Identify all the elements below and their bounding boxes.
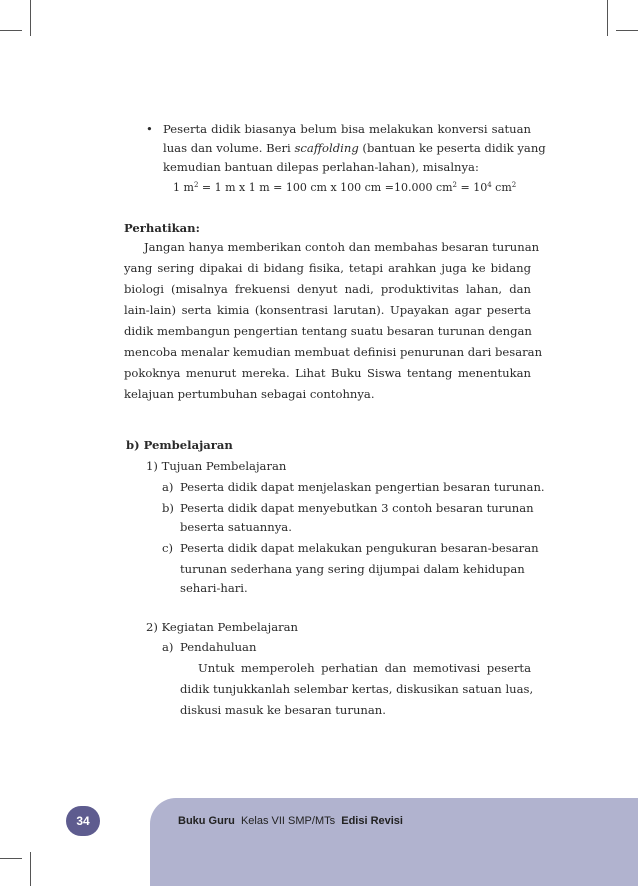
emphasis-scaffolding: scaffolding bbox=[294, 141, 359, 155]
footer-title: Buku Guru Kelas VII SMP/MTs Edisi Revisi bbox=[178, 815, 403, 827]
paragraph-line: lain-lain) serta kimia (konsentrasi larutan). Upayakan agar peserta bbox=[124, 303, 531, 317]
list-item: Peserta didik dapat menjelaskan pengertian besaran turunan. bbox=[180, 480, 545, 494]
tujuan-heading: 1) Tujuan Pembelajaran bbox=[146, 459, 287, 473]
formula: 1 $m^2 = 1$ m x 1 m = 100 cm x 100 cm =10.000 $cm^2 = 10^4$ $cm^2$ bbox=[173, 181, 517, 194]
list-label: a) bbox=[162, 640, 174, 654]
page-number: 34 bbox=[66, 806, 100, 836]
crop-mark bbox=[607, 0, 608, 36]
paragraph-line: kelajuan pertumbuhan sebagai contohnya. bbox=[124, 387, 375, 401]
bullet-line: luas dan volume. Beri scaffolding (bantuan ke peserta didik yang bbox=[163, 141, 546, 155]
list-item: Peserta didik dapat menyebutkan 3 contoh besaran turunan bbox=[180, 501, 534, 515]
crop-mark bbox=[616, 30, 638, 31]
crop-mark bbox=[0, 30, 22, 31]
list-item: sehari-hari. bbox=[180, 581, 248, 595]
crop-mark bbox=[30, 0, 31, 36]
paragraph-line: didik tunjukkanlah selembar kertas, diskusikan satuan luas, bbox=[180, 682, 534, 696]
list-item: Peserta didik dapat melakukan pengukuran besaran-besaran bbox=[180, 541, 539, 555]
paragraph-line: pokoknya menurut mereka. Lihat Buku Siswa tentang menentukan bbox=[124, 366, 531, 380]
paragraph-line: mencoba menalar kemudian membuat definisi penurunan dari besaran bbox=[124, 345, 543, 359]
list-label: a) bbox=[162, 480, 174, 494]
list-label: b) bbox=[162, 501, 174, 515]
paragraph-line: Untuk memperoleh perhatian dan memotivasi peserta bbox=[198, 661, 531, 675]
bullet-line: kemudian bantuan dilepas perlahan-lahan), misalnya: bbox=[163, 160, 479, 174]
paragraph-line: diskusi masuk ke besaran turunan. bbox=[180, 703, 386, 717]
paragraph-line: didik membangun pengertian tentang suatu besaran turunan dengan bbox=[124, 324, 532, 338]
pembelajaran-heading: b) Pembelajaran bbox=[126, 438, 233, 452]
footer-band bbox=[150, 798, 638, 886]
crop-mark bbox=[0, 858, 22, 859]
crop-mark bbox=[30, 852, 31, 886]
list-item: turunan sederhana yang sering dijumpai dalam kehidupan bbox=[180, 562, 525, 576]
list-item: Pendahuluan bbox=[180, 640, 257, 654]
paragraph-line: Jangan hanya memberikan contoh dan membahas besaran turunan bbox=[144, 240, 540, 254]
list-item: beserta satuannya. bbox=[180, 520, 292, 534]
bullet-line: Peserta didik biasanya belum bisa melakukan konversi satuan bbox=[163, 122, 531, 136]
bullet-icon: • bbox=[146, 122, 153, 136]
kegiatan-heading: 2) Kegiatan Pembelajaran bbox=[146, 620, 299, 634]
perhatikan-heading: Perhatikan: bbox=[124, 221, 200, 235]
paragraph-line: biologi (misalnya frekuensi denyut nadi, produktivitas lahan, dan bbox=[124, 282, 531, 296]
paragraph-line: yang sering dipakai di bidang fisika, tetapi arahkan juga ke bidang bbox=[124, 261, 531, 275]
list-label: c) bbox=[162, 541, 174, 555]
